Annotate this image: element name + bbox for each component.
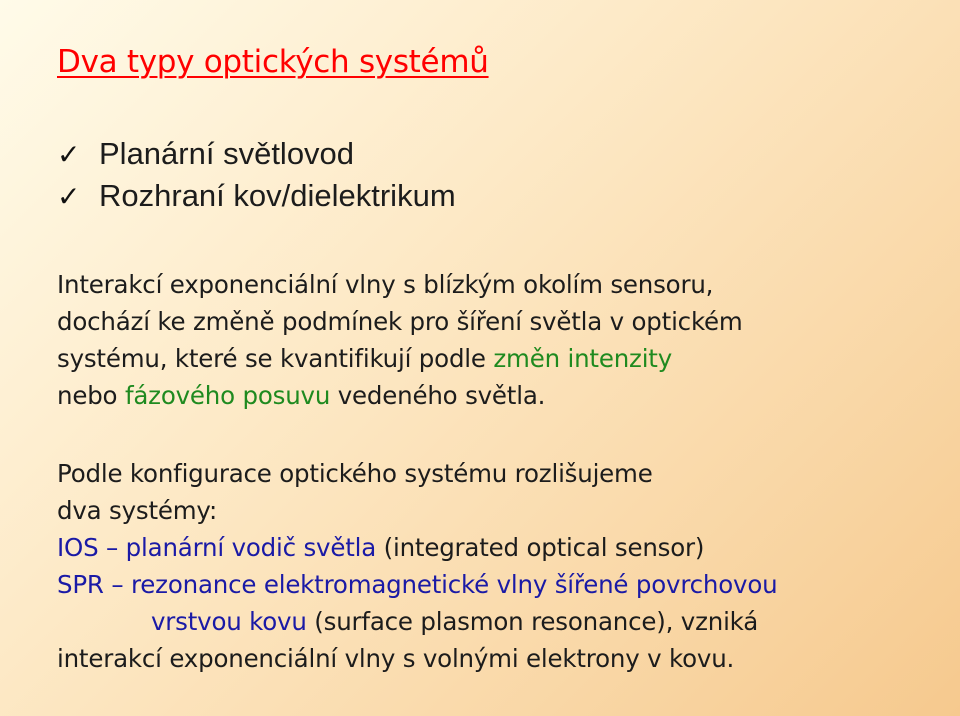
paragraph-text: Podle konfigurace optického systému rozlišujeme bbox=[57, 459, 653, 488]
spr-term-continued: vrstvou kovu bbox=[151, 607, 307, 636]
checklist-item-label: Rozhraní kov/dielektrikum bbox=[99, 178, 456, 213]
highlight-phase-shift: fázového posuvu bbox=[124, 381, 331, 410]
checklist-item-label: Planární světlovod bbox=[99, 136, 355, 171]
paragraph-text: dva systémy: bbox=[57, 496, 217, 525]
paragraph-text: interakcí exponenciální vlny s volnými elektrony v kovu. bbox=[57, 644, 735, 673]
highlight-intensity: změn intenzity bbox=[493, 344, 673, 373]
paragraph-interaction bbox=[57, 266, 743, 414]
spr-term: SPR – rezonance elektromagnetické vlny šířené povrchovou bbox=[57, 570, 778, 599]
ios-description: (integrated optical sensor) bbox=[376, 533, 705, 562]
ios-term: IOS – planární vodič světla bbox=[57, 533, 377, 562]
paragraph-text: nebo bbox=[57, 381, 125, 410]
checklist-item bbox=[57, 175, 456, 217]
paragraph-text: Interakcí exponenciální vlny s blízkým okolím sensoru, bbox=[57, 270, 714, 299]
check-icon: ✓ bbox=[57, 138, 81, 170]
slide-title: Dva typy optických systémů bbox=[57, 44, 489, 80]
spr-description: (surface plasmon resonance), vzniká bbox=[306, 607, 759, 636]
checklist-item bbox=[57, 133, 456, 175]
paragraph-text: systému, které se kvantifikují podle bbox=[57, 344, 494, 373]
check-icon: ✓ bbox=[57, 180, 81, 212]
paragraph-text: vedeného světla. bbox=[330, 381, 546, 410]
paragraph-text: dochází ke změně podmínek pro šíření světla v optickém bbox=[57, 307, 743, 336]
checklist bbox=[57, 133, 456, 217]
paragraph-systems bbox=[57, 455, 777, 677]
